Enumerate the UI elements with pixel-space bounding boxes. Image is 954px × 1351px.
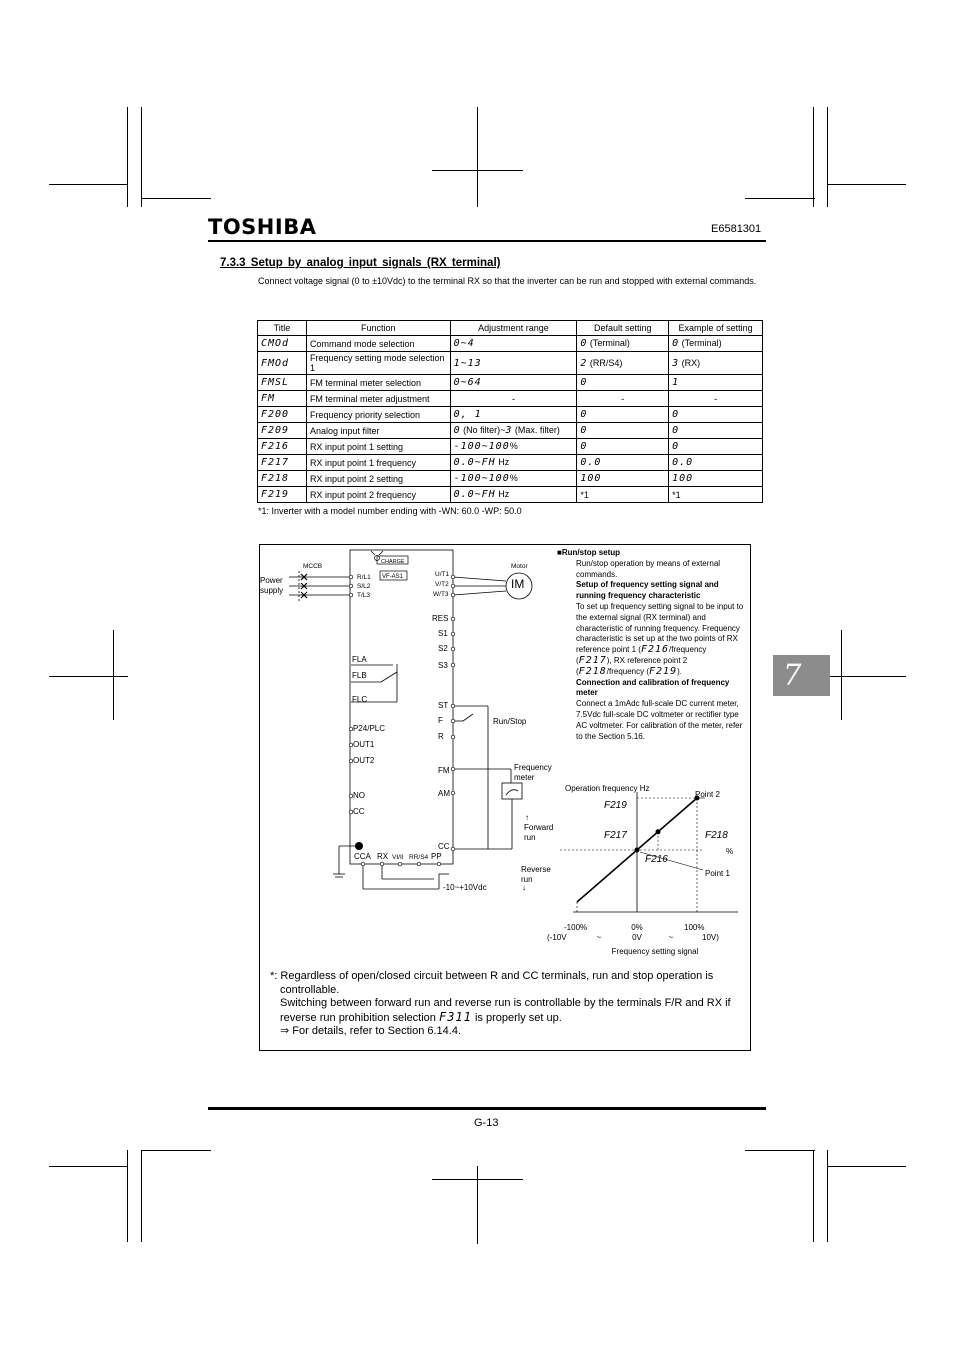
table-header-cell: Adjustment range xyxy=(450,321,577,336)
table-cell: - xyxy=(450,391,577,407)
terminal-wt3: W/T3 xyxy=(433,591,449,598)
terminal-st: ST xyxy=(438,701,449,710)
table-header-cell: Function xyxy=(306,321,450,336)
terminal-sl2: S/L2 xyxy=(357,583,371,590)
table-cell: F219 xyxy=(258,487,307,503)
table-row xyxy=(258,455,763,471)
toshiba-logo: TOSHIBA xyxy=(208,215,317,239)
meter-paragraph: Connect a 1mAdc full-scale DC current meter, 7.5Vdc full-scale DC voltmeter or rectifier type AC voltmeter. For calibration of the meter, refer to the Section 5.16. xyxy=(576,699,743,741)
chapter-tab: 7 xyxy=(773,655,830,696)
crop-mark xyxy=(432,1179,523,1180)
table-cell: 0 xyxy=(577,407,669,423)
crop-mark xyxy=(49,676,128,677)
table-row xyxy=(258,439,763,455)
footer-rule xyxy=(208,1107,766,1110)
table-header-row xyxy=(258,321,763,336)
reverse-run-label: Reverse run xyxy=(521,865,551,884)
terminal-cc-right: CC xyxy=(438,842,450,851)
terminal-p24: P24/PLC xyxy=(353,724,386,733)
table-cell: F209 xyxy=(258,423,307,439)
table-cell: Frequency priority selection xyxy=(306,407,450,423)
terminal-cc-left: CC xyxy=(353,807,365,816)
crop-mark xyxy=(113,630,114,720)
table-footnote: *1: Inverter with a model number ending with -WN: 60.0 -WP: 50.0 xyxy=(258,506,522,516)
table-cell: 2 (RR/S4) xyxy=(577,352,669,375)
table-cell: *1 xyxy=(669,487,763,503)
param-label: F219 xyxy=(604,800,627,811)
terminal-rx: RX xyxy=(377,852,389,861)
x-tick-voltage: ~ xyxy=(668,933,674,942)
table-cell: 1~13 xyxy=(450,352,577,375)
meter-heading: Connection and calibration of frequency meter xyxy=(576,677,730,698)
crop-mark xyxy=(141,1150,211,1151)
table-cell: F200 xyxy=(258,407,307,423)
header-rule xyxy=(208,240,766,242)
table-cell: 0 (Terminal) xyxy=(669,336,763,352)
parameter-table xyxy=(257,320,763,503)
point-2-label: Point 2 xyxy=(695,790,720,799)
terminal-ut1: U/T1 xyxy=(435,571,450,578)
table-cell: -100~100% xyxy=(450,471,577,487)
crop-mark xyxy=(141,107,142,207)
run-stop-label: Run/Stop xyxy=(493,717,527,726)
x-tick-label: 0% xyxy=(631,923,643,932)
table-row xyxy=(258,336,763,352)
table-row xyxy=(258,487,763,503)
table-row xyxy=(258,407,763,423)
table-cell: 100 xyxy=(669,471,763,487)
table-cell: 0, 1 xyxy=(450,407,577,423)
run-stop-heading: Run/stop setup xyxy=(561,548,621,557)
x-tick-label: 100% xyxy=(684,923,705,932)
table-cell: 0~64 xyxy=(450,375,577,391)
crop-mark xyxy=(49,184,128,185)
table-cell: Analog input filter xyxy=(306,423,450,439)
table-cell: F218 xyxy=(258,471,307,487)
table-cell: - xyxy=(669,391,763,407)
crop-mark xyxy=(827,676,906,677)
table-cell: -100~100% xyxy=(450,439,577,455)
table-cell: 0.0 xyxy=(669,455,763,471)
table-cell: 0 xyxy=(577,423,669,439)
section-title: 7.3.3 Setup by analog input signals (RX terminal) xyxy=(220,257,501,269)
crop-mark xyxy=(49,1166,128,1167)
table-cell: FM xyxy=(258,391,307,407)
document-number: E6581301 xyxy=(711,223,762,235)
table-cell: 0 (No filter)~3 (Max. filter) xyxy=(450,423,577,439)
terminal-no: NO xyxy=(353,791,365,800)
crop-mark xyxy=(813,107,814,207)
intro-paragraph: Connect voltage signal (0 to ±10Vdc) to the terminal RX so that the inverter can be run and stopped with external commands. xyxy=(258,276,757,286)
terminal-vi: VI/II xyxy=(392,854,404,861)
table-row xyxy=(258,352,763,375)
terminal-fm: FM xyxy=(438,766,450,775)
terminal-vt2: V/T2 xyxy=(435,581,449,588)
table-cell: FMOd xyxy=(258,352,307,375)
table-cell: 100 xyxy=(577,471,669,487)
table-cell: RX input point 2 setting xyxy=(306,471,450,487)
table-cell: FM terminal meter adjustment xyxy=(306,391,450,407)
table-cell: *1 xyxy=(577,487,669,503)
table-cell: - xyxy=(577,391,669,407)
page-number: G-13 xyxy=(474,1117,499,1129)
reverse-arrow: ↓ xyxy=(522,883,526,892)
param-label: F218 xyxy=(705,830,728,841)
terminal-rrs4: RR/S4 xyxy=(409,854,429,861)
table-cell: 0 xyxy=(577,375,669,391)
crop-mark xyxy=(745,1150,815,1151)
forward-run-label: Forward run xyxy=(524,823,554,842)
param-label: F217 xyxy=(604,830,627,841)
model-label: VF-AS1 xyxy=(382,574,404,580)
table-cell: 3 (RX) xyxy=(669,352,763,375)
crop-mark xyxy=(141,1150,142,1242)
crop-mark xyxy=(127,1150,128,1242)
terminal-out2: OUT2 xyxy=(353,756,375,765)
param-label: F216 xyxy=(645,854,668,865)
terminal-s1: S1 xyxy=(438,629,448,638)
mccb-label: MCCB xyxy=(303,563,323,570)
table-cell: 0~4 xyxy=(450,336,577,352)
note-line-1: *: Regardless of open/closed circuit between R and CC terminals, run and stop operation is controllable. xyxy=(270,970,714,996)
table-cell: 1 xyxy=(669,375,763,391)
table-cell: 0 xyxy=(577,439,669,455)
im-label: IM xyxy=(511,577,525,591)
terminal-res: RES xyxy=(432,614,449,623)
table-cell: FMSL xyxy=(258,375,307,391)
point-1-marker xyxy=(635,848,640,853)
crop-mark xyxy=(827,107,828,207)
forward-arrow: ↑ xyxy=(525,813,529,822)
crop-mark xyxy=(477,107,478,207)
table-cell: RX input point 2 frequency xyxy=(306,487,450,503)
terminal-fla: FLA xyxy=(352,655,367,664)
run-stop-description xyxy=(557,548,744,742)
table-cell: 0.0~FH Hz xyxy=(450,487,577,503)
terminal-out1: OUT1 xyxy=(353,740,375,749)
table-cell: F216 xyxy=(258,439,307,455)
x-axis-label: Frequency setting signal xyxy=(611,947,699,956)
point-marker xyxy=(656,829,661,834)
bottom-note xyxy=(270,970,745,1039)
table-cell: RX input point 1 setting xyxy=(306,439,450,455)
crop-mark xyxy=(745,198,815,199)
table-row xyxy=(258,375,763,391)
terminal-flb: FLB xyxy=(352,671,367,680)
table-row xyxy=(258,391,763,407)
table-cell: RX input point 1 frequency xyxy=(306,455,450,471)
terminal-am: AM xyxy=(438,789,450,798)
setup-heading: Setup of frequency setting signal and running frequency characteristic xyxy=(576,580,719,601)
note-line-2: Switching between forward run and reverse run is controllable by the terminals F/R and RX if reverse run prohibition selection F311 is properly set up. xyxy=(280,997,731,1024)
terminal-s3: S3 xyxy=(438,661,448,670)
x-tick-voltage: 10V) xyxy=(702,933,719,942)
crop-mark xyxy=(827,1166,906,1167)
table-cell: 0 (Terminal) xyxy=(577,336,669,352)
table-row xyxy=(258,423,763,439)
table-cell: Command mode selection xyxy=(306,336,450,352)
table-header-cell: Title xyxy=(258,321,307,336)
x-tick-voltage: ~ xyxy=(596,933,602,942)
point-1-label: Point 1 xyxy=(705,869,730,878)
terminal-rl1: R/L1 xyxy=(357,574,371,581)
table-cell: 0 xyxy=(669,439,763,455)
motor-label: Motor xyxy=(511,563,528,570)
table-cell: 0 xyxy=(669,407,763,423)
table-cell: CMOd xyxy=(258,336,307,352)
crop-mark xyxy=(813,1150,814,1242)
charge-label: CHARGE xyxy=(381,559,405,565)
crop-mark xyxy=(127,107,128,207)
terminal-f: F xyxy=(438,716,443,725)
table-cell: FM terminal meter selection xyxy=(306,375,450,391)
note-line-3: ⇒ For details, refer to Section 6.14.4. xyxy=(280,1025,462,1038)
frequency-meter-symbol xyxy=(502,783,522,799)
x-tick-label: -100% xyxy=(564,923,588,932)
chart-title: Operation frequency Hz xyxy=(565,784,650,793)
terminal-s2: S2 xyxy=(438,644,448,653)
terminal-r: R xyxy=(438,732,444,741)
voltage-label: -10~+10Vdc xyxy=(443,883,487,892)
crop-mark xyxy=(841,630,842,720)
x-tick-voltage: (-10V xyxy=(547,933,567,942)
terminal-pp: PP xyxy=(431,852,442,861)
table-cell: 0 xyxy=(669,423,763,439)
crop-mark xyxy=(827,1150,828,1242)
frequency-meter-label: Frequency meter xyxy=(514,763,552,782)
terminal-tl3: T/L3 xyxy=(357,592,371,599)
table-cell: 0.0 xyxy=(577,455,669,471)
frequency-characteristic-chart xyxy=(540,780,750,960)
table-cell: Frequency setting mode selection 1 xyxy=(306,352,450,375)
table-header-cell: Default setting xyxy=(577,321,669,336)
crop-mark xyxy=(432,170,523,171)
setup-paragraph: To set up frequency setting signal to be input to the external signal (RX terminal) and characteristic of running frequency. Frequency characteristic is set up at the two points of RX reference point 1 (F216/frequency (F217), RX reference point 2 (F218/frequency (F219). xyxy=(576,601,744,677)
table-header-cell: Example of setting xyxy=(669,321,763,336)
terminal-cca: CCA xyxy=(354,852,371,861)
table-cell: F217 xyxy=(258,455,307,471)
table-cell: 0.0~FH Hz xyxy=(450,455,577,471)
table-row xyxy=(258,471,763,487)
run-stop-paragraph: Run/stop operation by means of external commands. xyxy=(576,558,721,579)
power-supply-label: Power supply xyxy=(260,576,284,595)
crop-mark xyxy=(477,1166,478,1244)
terminal-flc: FLC xyxy=(352,695,368,704)
crop-mark xyxy=(827,184,906,185)
x-tick-voltage: 0V xyxy=(632,933,642,942)
crop-mark xyxy=(141,198,211,199)
percent-label: % xyxy=(726,847,734,856)
square-bullet-icon: ■ xyxy=(557,548,562,557)
